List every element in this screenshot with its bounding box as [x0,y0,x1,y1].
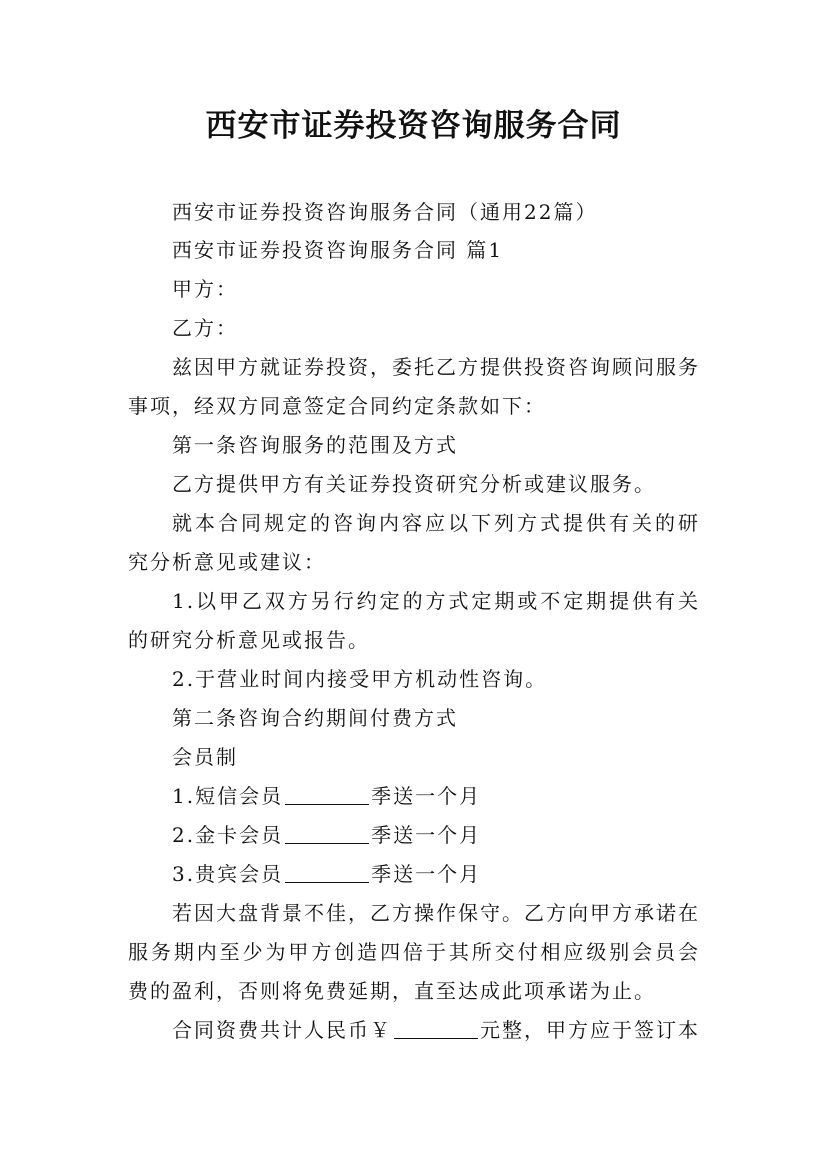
membership-bonus: 季送一个月 [371,862,482,886]
membership-label: 3.贵宾会员 [172,862,284,886]
fee-text-continued: 元整，甲方应于签订本 [480,1018,700,1042]
fill-in-blank[interactable] [285,862,369,883]
paragraph-line [172,1015,700,1045]
paragraph-line: 服务期内至少为甲方创造四倍于其所交付相应级别会员会 [128,940,700,964]
fill-in-blank[interactable] [394,1018,478,1039]
clause-heading: 第一条咨询服务的范围及方式 [172,433,458,457]
list-item: 1.以甲乙双方另行约定的方式定期或不定期提供有关 [172,589,700,613]
list-item [172,820,700,850]
party-a-line: 甲方： [172,277,238,301]
paragraph-line: 究分析意见或建议： [128,550,326,574]
list-item [172,781,700,811]
list-item [172,859,700,889]
paragraph-line: 就本合同规定的咨询内容应以下列方式提供有关的研 [172,511,700,535]
paragraph-line: 兹因甲方就证券投资，委托乙方提供投资咨询顾问服务 [172,355,700,379]
fee-text: 合同资费共计人民币￥ [172,1018,392,1042]
fill-in-blank[interactable] [285,823,369,844]
paragraph-line: 会员制 [172,745,238,769]
membership-label: 1.短信会员 [172,784,284,808]
paragraph-line: 费的盈利，否则将免费延期，直至达成此项承诺为止。 [128,979,656,1003]
paragraph-line: 若因大盘背景不佳，乙方操作保守。乙方向甲方承诺在 [172,901,700,925]
fill-in-blank[interactable] [285,784,369,805]
paragraph-line: 事项，经双方同意签定合同约定条款如下： [128,394,546,418]
list-item: 2.于营业时间内接受甲方机动性咨询。 [172,667,548,691]
document-title: 西安市证券投资咨询服务合同 [205,108,622,144]
party-b-line: 乙方： [172,316,238,340]
list-item-continued: 的研究分析意见或报告。 [128,628,370,652]
membership-bonus: 季送一个月 [371,784,482,808]
membership-bonus: 季送一个月 [371,823,482,847]
subtitle-line: 西安市证券投资咨询服务合同（通用22篇） [172,200,598,224]
section-heading: 西安市证券投资咨询服务合同 篇1 [172,238,504,262]
clause-heading: 第二条咨询合约期间付费方式 [172,706,458,730]
paragraph-line: 乙方提供甲方有关证券投资研究分析或建议服务。 [172,472,656,496]
membership-label: 2.金卡会员 [172,823,284,847]
